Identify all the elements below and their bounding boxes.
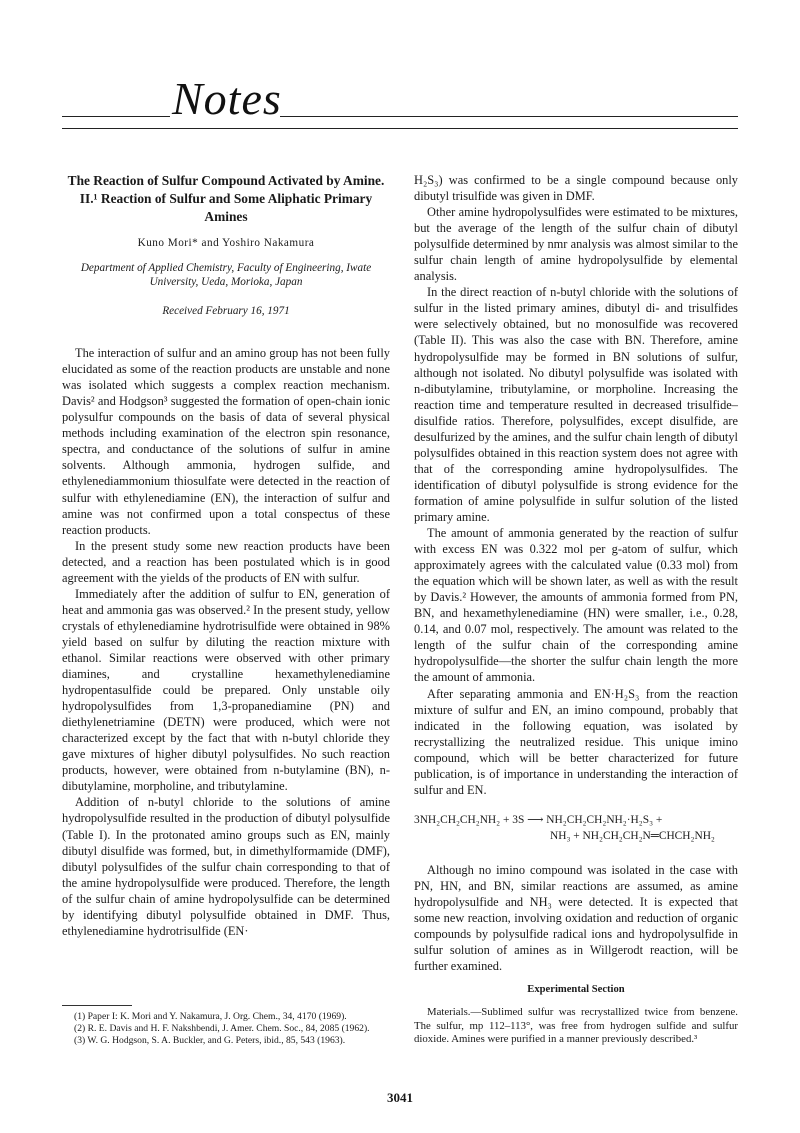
body-paragraph: Immediately after the addition of sulfur to EN, generation of heat and ammonia gas was observed.² In the present study, yellow crystals of ethylenediamine hydrotrisulfide were obtained in 98% yield based on sulfur by diluting the reaction mixture with ethanol. Similar reactions were observed with other primary diamines, and crystalline hexamethylenediamine hydropentasulfide could be prepared. Only unstable oily hydropolysulfides from 1,3-propanediamine (PN) and diethylenetriamine (DETN) were produced, which were not characterized except by the fact that with n-butyl chloride they gave mixtures of higher dibutyl polysulfides. No such reaction products, however, were obtained from n-butylamine (BN), n-dibutylamine, morpholine, and tributylamine.	[62, 586, 390, 794]
right-column	[414, 172, 738, 1047]
footnotes	[62, 1005, 390, 1047]
masthead-rule-right	[280, 116, 738, 117]
body-paragraph: After separating ammonia and EN·H₂S₃ from the reaction mixture of sulfur and EN, an imino compound, probably that indicated in the following equation, was isolated by recrystallizing the neutralized residue. This unique imino compound, which will be better characterized for future publication, is of importance in understanding the interaction of sulfur and EN.	[414, 686, 738, 797]
page-number: 3041	[387, 1090, 413, 1105]
body-paragraph: Although no imino compound was isolated in the case with PN, HN, and BN, similar reactions are assumed, as amine hydropolysulfide and NH₃ were detected. It is expected that some new reaction, involving oxidation and reduction of organic compounds by polysulfide radical ions and hydropolysulfide in sulfur solution of amines as in Willgerodt reaction, will be further examined.	[414, 862, 738, 974]
masthead-rule-full	[62, 128, 738, 129]
experimental-text: Materials.—Sublimed sulfur was recrystallized twice from benzene. The sulfur, mp 112–113°, was free from hydrogen sulfide and sulfur dioxide. Amines were purified in a manner previously described.³	[414, 1006, 738, 1046]
article-title: The Reaction of Sulfur Compound Activated by Amine. II.¹ Reaction of Sulfur and Some Aliphatic Primary Amines	[67, 173, 385, 224]
footnote: (3) W. G. Hodgson, S. A. Buckler, and G. Peters, ibid., 85, 543 (1963).	[74, 1035, 346, 1046]
body-paragraph: In the direct reaction of n-butyl chloride with the solutions of sulfur in the listed primary amines, dibutyl di- and trisulfides were selectively obtained, but no monosulfide was recovered (Table II). This was also the case with BN. Therefore, amine hydropolysulfide may be formed in BN solutions of sulfur, although not isolated. No dibutyl polysulfide was isolated with n-dibutylamine, tributylamine, or morpholine. Increasing the reaction time and temperature resulted in decreased trisulfide–disulfide ratios. Therefore, polysulfides, except disulfide, are desulfurized by the amines, and the sulfur chain length of dibutyl polysulfides obtained in this reaction system does not agree with that of the corresponding amine hydropolysulfides. The identification of dibutyl polysulfide is strong evidence for the formation of amine polysulfide in sulfur solution of the listed primary amine.	[414, 285, 738, 524]
left-column	[62, 172, 390, 939]
equation-line-2: NH₃ + NH₂CH₂CH₂N═CHCH₂NH₂	[550, 829, 715, 842]
body-paragraph: In the present study some new reaction products have been detected, and a reaction has been postulated which is in good agreement with the yields of the products of EN with sulfur.	[62, 538, 390, 585]
body-paragraph: Other amine hydropolysulfides were estimated to be mixtures, but the average of the length of the sulfur chain of dibutyl polysulfide determined by nmr analysis was almost similar to the sulfur chain length of amine hydropolysulfide by elemental analysis.	[414, 205, 738, 284]
section-title: Notes	[172, 73, 282, 124]
reaction-equation	[414, 812, 738, 844]
body-paragraph: The amount of ammonia generated by the reaction of sulfur with excess EN was 0.322 mol per g-atom of sulfur, which approximately agrees with the calculated value (0.33 mol) from the equation which will be shown later, as well as with the result by Davis.² However, the amounts of ammonia formed from PN, BN, and hexamethylenediamine (HN) were smaller, i.e., 0.28, 0.14, and 0.07 mol, respectively. The amount was related to the length of the sulfur chain of the corresponding amine hydropolysulfide—the shorter the sulfur chain length the more the amount of ammonia.	[414, 526, 738, 685]
footnote: (2) R. E. Davis and H. F. Nakshbendi, J. Amer. Chem. Soc., 84, 2085 (1962).	[74, 1023, 370, 1034]
footnote: (1) Paper I: K. Mori and Y. Nakamura, J. Org. Chem., 34, 4170 (1969).	[74, 1011, 347, 1022]
received-date: Received February 16, 1971	[162, 305, 290, 318]
experimental-heading: Experimental Section	[527, 984, 625, 996]
journal-masthead	[62, 70, 738, 130]
masthead-rule-left	[62, 116, 170, 117]
article-affiliation: Department of Applied Chemistry, Faculty of Engineering, Iwate University, Ueda, Morioka, Japan	[80, 262, 372, 289]
article-authors: Kuno Mori* and Yoshiro Nakamura	[137, 237, 315, 249]
body-paragraph: Addition of n-butyl chloride to the solutions of amine hydropolysulfide resulted in the production of dibutyl polysulfide (Table I). In the protonated amino groups such as EN, mainly dibutyl disulfide was formed, but, in dimethylformamide (DMF), dibutyl polysulfides of the sulfur chain corresponding to that of the amine hydropolysulfide were produced. Therefore, the length of the sulfur chain of amine hydropolysulfide can be determined by identifying dibutyl polysulfide obtained in DMF. Thus, ethylenediamine hydrotrisulfide (EN·	[62, 795, 390, 938]
equation-line-1: 3NH₂CH₂CH₂NH₂ + 3S ⟶ NH₂CH₂CH₂NH₂·H₂S₃ +	[414, 813, 663, 826]
footnote-rule	[62, 1005, 132, 1006]
body-paragraph: H₂S₃) was confirmed to be a single compound because only dibutyl trisulfide was given in DMF.	[414, 173, 738, 204]
body-paragraph: The interaction of sulfur and an amino group has not been fully elucidated as some of the reaction products are unstable and none was isolated which suggests a complex reaction mechanism. Davis² and Hodgson³ suggested the formation of open-chain ionic polysulfur compounds on the basis of data of several physical methods including examination of the electron spin resonance, spectra, and conductance of the solutions of sulfur in amine solvents. Although ammonia, hydrogen sulfide, and ethylenediammonium thiosulfate were detected in the reaction of sulfur with ethylenediamine (EN), the interaction of sulfur and amine was not confirmed upon a total conspectus of these reaction products.	[62, 346, 390, 537]
